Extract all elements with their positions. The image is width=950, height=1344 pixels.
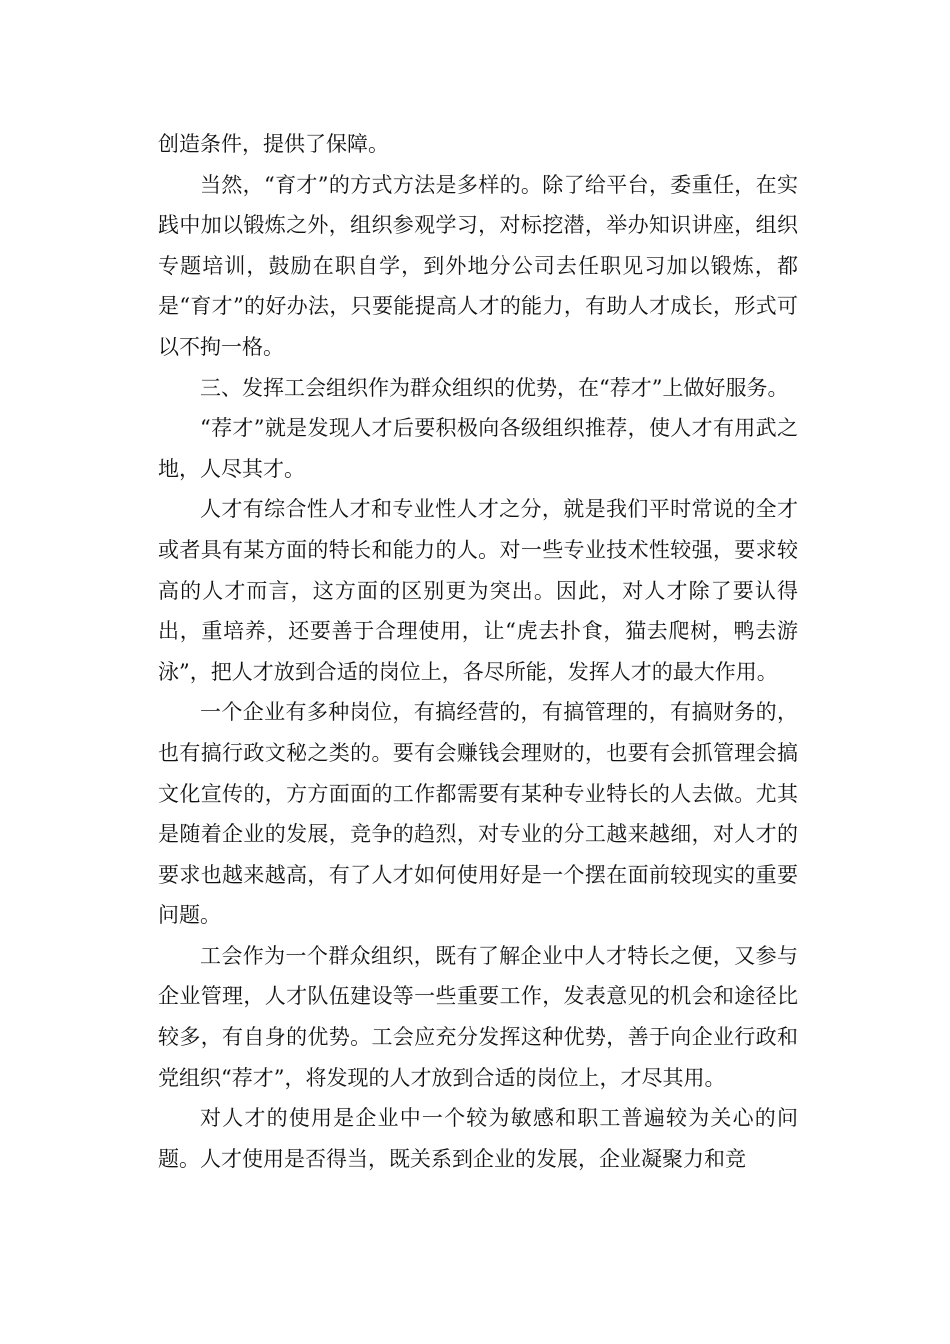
- paragraph-continuation: 创造条件，提供了保障。: [158, 132, 389, 156]
- paragraph: 一个企业有多种岗位，有搞经营的，有搞管理的，有搞财务的，也有搞行政文秘之类的。要有会赚钱会理财的，也要有会抓管理会搞文化宣传的，方方面面的工作都需要有某种专业特长的人去做。尤其是随着企业的发展，竞争的趋烈，对专业的分工越来越细，对人才的要求也越来越高，有了人才如何使用好是一个摆在面前较现实的重要问题。: [158, 700, 798, 928]
- paragraph: “荐才”就是发现人才后要积极向各级组织推荐，使人才有用武之地，人尽其才。: [158, 416, 798, 481]
- document-page: [158, 124, 798, 1179]
- paragraph: 当然，“育才”的方式方法是多样的。除了给平台，委重任，在实践中加以锻炼之外，组织参观学习，对标挖潜，举办知识讲座，组织专题培训，鼓励在职自学，到外地分公司去任职见习加以锻炼，都是“育才”的好办法，只要能提高人才的能力，有助人才成长，形式可以不拘一格。: [158, 172, 798, 359]
- paragraph: 工会作为一个群众组织，既有了解企业中人才特长之便，又参与企业管理，人才队伍建设等一些重要工作，发表意见的机会和途径比较多，有自身的优势。工会应充分发挥这种优势，善于向企业行政和党组织“荐才”，将发现的人才放到合适的岗位上，才尽其用。: [158, 943, 798, 1090]
- paragraph: 人才有综合性人才和专业性人才之分，就是我们平时常说的全才或者具有某方面的特长和能力的人。对一些专业技术性较强，要求较高的人才而言，这方面的区别更为突出。因此，对人才除了要认得出，重培养，还要善于合理使用，让“虎去扑食，猫去爬树，鸭去游泳”，把人才放到合适的岗位上，各尽所能，发挥人才的最大作用。: [158, 497, 798, 684]
- section-heading: 三、发挥工会组织作为群众组织的优势，在“荐才”上做好服务。: [200, 375, 789, 400]
- paragraph: 对人才的使用是企业中一个较为敏感和职工普遍较为关心的问题。人才使用是否得当，既关系到企业的发展，企业凝聚力和竞: [158, 1106, 798, 1171]
